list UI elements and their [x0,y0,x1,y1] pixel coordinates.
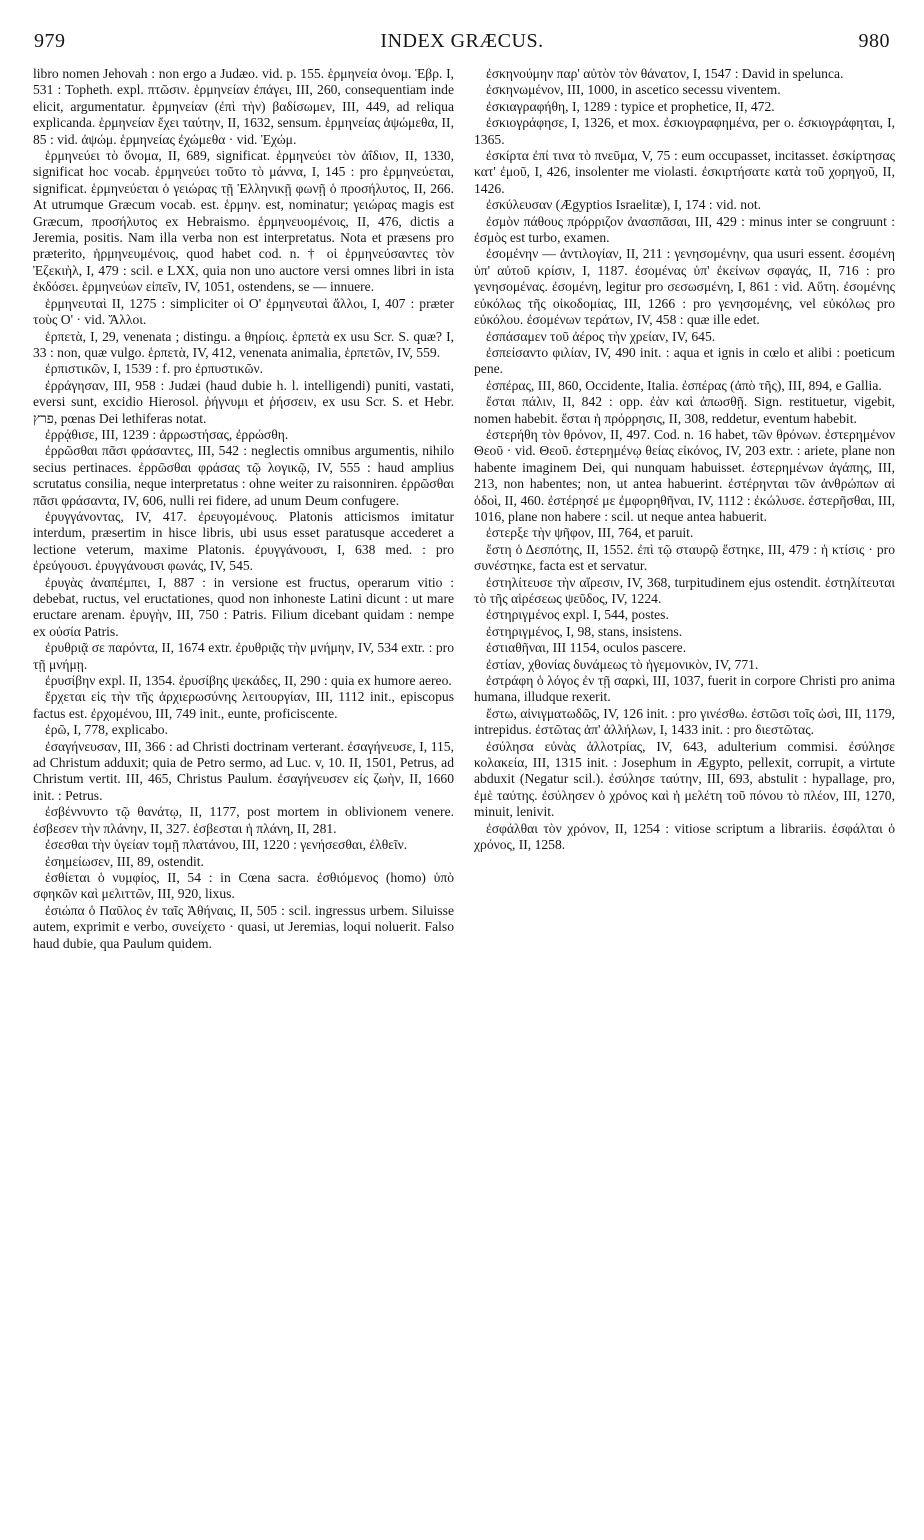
index-entry: ἐσύλησα εὐνὰς ἀλλοτρίας, IV, 643, adulterium commisi. ἐσύλησε κολακεία, III, 1315 init. : Josephum in Ægypto, pellexit, corrupit, a virtute abduxit (Negatur scil.). ἐσύλησε ταύτην, III, 693, abstulit : hypallage, pro, ἐμὲ ταύτης. ἐσύλησεν ὁ χρόνος καὶ ἡ μελέτη τοῦ πόνου τὸ πλέον, III, 1270, minuit, lenivit. [474,738,895,820]
index-entry: ἐσπείσαντο φιλίαν, IV, 490 init. : aqua et ignis in cœlo et alibi : poeticum pene. [474,344,895,377]
index-entry: ἐσημείωσεν, III, 89, ostendit. [45,853,204,869]
index-entry: ἐρυγγάνοντας, IV, 417. ἐρευγομένους. Platonis atticismos imitatur interdum, præsertim in hisce libris, ubi usus esset paratusque accederet a lectione veterum, maxime Platonis. ἐρυγγάνουσι, I, 638 med. : pro ἐρεύγουσι. ἐρυγγάνουσι φωνάς, IV, 545. [33,508,454,574]
index-entry: ἐστίαν, χθονίας δυνάμεως τὸ ἡγεμονικὸν, IV, 771. [486,656,759,672]
right-column [474,66,895,854]
left-column [33,66,454,952]
index-entry: ἔστω, αἰνιγματωδῶς, IV, 126 init. : pro γινέσθω. ἐστῶσι τοῖς ὠσὶ, III, 1179, intrepidus. ἐστῶτας ἀπ' ἀλλήλων, I, 1433 init. : pro διεστῶτας. [474,705,895,738]
index-entry: ἐστηριγμένος, I, 98, stans, insistens. [486,623,683,639]
index-entry: ἐσκιογράφησε, I, 1326, et mox. ἐσκιογραφημένα, per o. ἐσκιογράφηται, I, 1365. [474,115,895,147]
index-entry: ἐρυγὰς ἀναπέμπει, I, 887 : in versione est fructus, operarum vitio : debebat, ructus, vel eructationes, quod non inhoneste Latini dicunt : ut mare eructare arenam. ἐρυγὴν, III, 750 : Patris. Filium dicebant quidam : nempe ex οὐσία Patris. [33,574,454,639]
right-page-number: 980 [858,30,890,52]
index-entry: ἐρρῶσθαι πᾶσι φράσαντες, III, 542 : neglectis omnibus argumentis, nihilo secius pertinaces. ἐρρῶσθαι φράσας τῷ λογικῷ, IV, 555 : haud amplius scrutatus consilia, neque interpretatus : ohne weiter zu raisonniren. ἐρρῶσθαι πᾶσι φράσαντα, IV, 606, nulli rei fidere, ad unum Deum confugere. [33,443,454,508]
index-entry: ἐσπέρας, III, 860, Occidente, Italia. ἐσπέρας (ἀπὸ τῆς), III, 894, e Gallia. [486,377,882,393]
index-entry: ἐρυθριᾷ σε παρόντα, II, 1674 extr. ἐρυθριᾷς τὴν μνήμην, IV, 534 extr. : pro τῇ μνήμῃ. [33,640,454,672]
index-entry: ἐσκύλευσαν (Ægyptios Israelitæ), I, 174 : vid. not. [486,197,762,213]
index-entry: ἑρπετὰ, I, 29, venenata ; distingu. a θηρίοις. ἑρπετὰ ex usu Scr. S. quæ? I, 33 : non, quæ vulgo. ἑρπετὰ, IV, 412, venenata animalia, ἑρπετῶν, IV, 559. [33,328,454,360]
index-entry: ἐσκηνούμην παρ' αὐτὸν τὸν θάνατον, I, 1547 : David in spelunca. [486,66,844,81]
index-entry: ἐσαγήνευσαν, III, 366 : ad Christi doctrinam verterant. ἐσαγήνευσε, I, 115, ad Christum adduxit; quia de Petro sermo, ad Luc. v, 10. II, 1501, Petrus, ad Christum vertit. III, 465, Christus Paulum. ἐσαγήνευσεν εἰς ζωὴν, II, 1660 init. : Petrus. [33,738,454,803]
index-entry: ἐστερξε τὴν ψῆφον, III, 764, et paruit. [486,525,694,541]
index-entry: ἔσται πάλιν, II, 842 : opp. ἐὰν καὶ ἀπωσθῇ. Sign. restituetur, vigebit, nomen habebit. ἔσται ἡ πρόρρησις, II, 308, reddetur, eventum habebit. [474,394,895,426]
index-entry: ἐσκηνωμένον, III, 1000, in ascetico secessu viventem. [486,82,781,98]
index-entry: ἑρμηνευταὶ II, 1275 : simpliciter οἱ Ο' ἑρμηνευταὶ ἄλλοι, I, 407 : præter τοὺς Ο' · vid. Ἄλλοι. [33,295,454,328]
index-entry: ἐστερήθη τὸν θρόνον, II, 497. Cod. n. 16 habet, τῶν θρόνων. ἐστερημένον Θεοῦ · vid. Θεοῦ. ἐστερημένῳ θείας εἰκόνος, IV, 203 extr. : ariete, plane non habente imaginem Dei, qui nunquam habuisset. ἐστερημένων ἀγάπης, III, 213, non habentes; non, ut antea habuerint. ἐστέρηνται τῶν ἀνθρώπων αἱ ὁδοὶ, II, 460. ἐστέρησέ με ἐμφορηθῆναι, IV, 1112 : ἐκώλυσε. ἐστερῆσθαι, III, 1016, plane non habere : scil. ut neque antea habuerit. [474,426,895,524]
index-entry: ἐστιαθῆναι, III 1154, oculos pascere. [486,640,687,656]
left-page-number: 979 [34,30,66,52]
index-entry: libro nomen Jehovah : non ergo a Judæo. vid. p. 155. ἑρμηνεία ὀνομ. Ἑβρ. I, 531 : Topheth. expl. πτῶσιν. ἑρμηνείαν ἐπάγει, III, 260, consequentiam inde elicit, argumentatur. ἑρμηνείαν (ἐπὶ τὴν) βαδίσωμεν, III, 449, ad reliqua explicanda. ἑρμηνείαν ἔχει ταύτην, II, 1632, sensum. ἑρμηνείας ἀψώμεθα, II, 85 : vid. ἀψώμ. ἑρμηνείας ἐχώμεθα · vid. Ἐχώμ. [33,66,454,147]
index-entry: ἐστηριγμένος expl. I, 544, postes. [486,607,669,623]
index-entry: ἐσπάσαμεν τοῦ ἀέρος τὴν χρείαν, IV, 645. [486,328,716,344]
index-entry: ἐρρᾴθισε, III, 1239 : ἀρρωστήσας, ἐρρώσθη. [45,426,289,442]
page-header [34,30,890,62]
index-entry: ἐρυσίβην expl. II, 1354. ἐρυσίβης ψεκάδες, II, 290 : quia ex humore aereo. [45,673,452,689]
index-entry: ἐσεσθαι τὴν ὑγείαν τομῇ πλατάνου, III, 1220 : γενήσεσθαι, ἐλθεῖν. [45,837,408,853]
index-entry: ἐρπιστικῶν, I, 1539 : f. pro ἐρπυστικῶν. [45,361,264,377]
index-entry: ἐστηλίτευσε τὴν αἵρεσιν, IV, 368, turpitudinem ejus ostendit. ἐστηλίτευται τὸ τῆς αἱρέσεως ψεῦδος, IV, 1224. [474,574,895,606]
running-title: INDEX GRÆCUS. [380,30,544,52]
index-entry: ἐστράφη ὁ λόγος ἐν τῇ σαρκὶ, III, 1037, fuerit in corpore Christi pro anima humana, illudque rexerit. [474,673,895,705]
index-entry: ἐρῶ, I, 778, explicabo. [45,722,168,738]
index-entry: ἐρράγησαν, III, 958 : Judæi (haud dubie h. l. intelligendi) puniti, vastati, eversi sunt, excidio Hierosol. ῥήγνυμι et ῥήσσειν, ex usu Scr. S. et Hebr. פרץ, pœnas Dei lethiferas notat. [33,377,454,426]
index-entry: ἐσφάλθαι τὸν χρόνον, II, 1254 : vitiose scriptum a librariis. ἐσφάλται ὁ χρόνος, II, 1258. [474,820,895,853]
index-entry: ἐσβέννυντο τῷ θανάτῳ, II, 1177, post mortem in oblivionem venere. ἐσβεσεν τὴν πλάνην, II, 327. ἐσβεσται ἡ πλάνη, II, 281. [33,804,454,836]
index-entry: ἐσιώπα ὁ Παῦλος ἐν ταῖς Ἀθήναις, II, 505 : scil. ingressus urbem. Siluisse autem, exprimit e verbo, συνείχετο · quasi, ut Jeremias, loqui noluerit. Falso haud dubie, qua Paulum quidem. [33,902,454,951]
index-entry: ἐσκίρτα ἐπί τινα τὸ πνεῦμα, V, 75 : eum occupasset, incitasset. ἐσκίρτησας κατ' ἐμοῦ, I, 426, insolenter me violasti. ἐσκιρτήσατε κατὰ τοῦ χορηγοῦ, II, 1426. [474,148,895,196]
index-entry: ἑρμηνεύει τὸ ὄνομα, II, 689, significat. ἑρμηνεύει τὸν ἀΐδιον, II, 1330, significat hoc vocab. ἑρμηνεύει τοῦτο τὸ μάννα, I, 145 : pro ἑρμηνεύεται, significat. ἑρμηνεύεται ὁ γειώρας τῇ Ἑλληνικῇ φωνῇ ὁ προσήλυτος, II, 266. At utrumque Græcum vocab. est. ἑρμην. est, nominatur; γειώρας magis est Græcum, προσήλυτος ex Hebraismo. ἑρμηνευομένοις, II, 476, dictis a Jeremia, positis. Nam illa verba non est interpretatus. Nota et præsens pro præterito, ἡρμηνευμένοις, quod habet cod. n. † οἱ ἑρμηνεύσαντες τὸν Ἐζεκιὴλ, I, 479 : scil. e LXX, quia non uno auctore versi omnes libri in ista ἐκδόσει. ἑρμηνεύων εἰπεῖν, IV, 1051, ostendens, se — innuere. [33,148,454,295]
index-entry: ἔστη ὁ Δεσπότης, II, 1552. ἐπὶ τῷ σταυρῷ ἔστηκε, III, 479 : ἡ κτίσις · pro συνέστηκε, facta est et servatur. [474,541,895,574]
index-entry: ἐσμὸν πάθους πρόρριζον ἀνασπᾶσαι, III, 429 : minus inter se congruunt : ἐσμὸς est turbo, examen. [474,213,895,246]
index-entry: ἐσθίεται ὁ νυμφίος, II, 54 : in Cœna sacra. ἐσθιόμενος (homo) ὑπὸ σφηκῶν καὶ μελιττῶν, III, 920, lixus. [33,869,454,902]
index-entry: ἐσομένην — ἀντιλογίαν, II, 211 : γενησομένην, qua usuri essent. ἐσομένη ὑπ' αὐτοῦ κρίσιν, I, 1187. ἐσομένας ὑπ' ἐκείνων σφαγάς, II, 716 : pro γενησομένας. ἐσομένη, legitur pro σεσωσμένη, I, 861 : vid. Αὕτη. ἐσομένης εὐκόλως τῆς οἰκοδομίας, III, 1266 : pro γενησομένης, vel εὐκόλως pro εὐκόλου. ἐσομένων τεράτων, IV, 458 : quæ ille edet. [474,246,895,328]
index-entry: ἔρχεται εἰς τὴν τῆς ἀρχιερωσύνης λειτουργίαν, III, 1112 init., episcopus factus est. ἐρχομένου, III, 749 init., eunte, proficiscente. [33,689,454,721]
index-entry: ἐσκιαγραφήθη, I, 1289 : typice et prophetice, II, 472. [486,98,775,114]
